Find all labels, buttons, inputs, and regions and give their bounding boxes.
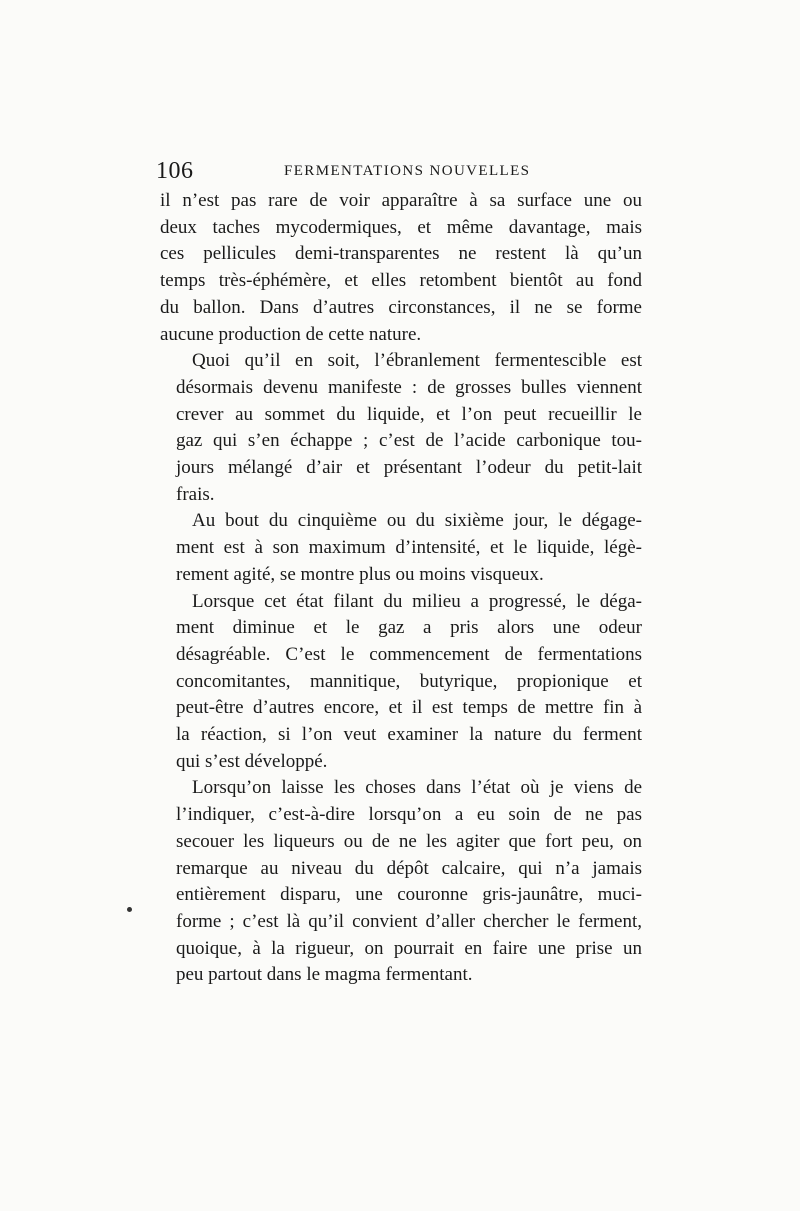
running-title: FERMENTATIONS NOUVELLES [284, 163, 531, 179]
running-head [156, 157, 642, 185]
text-line: la réaction, si l’on veut examiner la nature du ferment [176, 724, 642, 746]
text-line: aucune production de cette nature. [160, 323, 422, 345]
text-line: crever au sommet du liquide, et l’on peut recueillir le [176, 403, 642, 425]
text-line: Au bout du cinquième ou du sixième jour, le dégage- [192, 510, 642, 532]
text-line: du ballon. Dans d’autres circonstances, il ne se forme [160, 296, 642, 318]
text-line: désagréable. C’est le commencement de fermentations [176, 643, 642, 665]
text-line: deux taches mycodermiques, et même davantage, mais [160, 216, 642, 238]
text-line: qui s’est développé. [176, 750, 328, 772]
text-line: Lorsqu’on laisse les choses dans l’état où je viens de [192, 777, 642, 799]
paragraph-4 [160, 589, 642, 776]
paragraph-1 [160, 188, 642, 348]
text-line: remarque au niveau du dépôt calcaire, qui n’a jamais [176, 857, 642, 879]
text-line: peu partout dans le magma fermentant. [176, 964, 473, 986]
text-line: ces pellicules demi-transparentes ne restent là qu’un [160, 243, 642, 265]
text-line: gaz qui s’en échappe ; c’est de l’acide carbonique tou- [176, 430, 642, 452]
text-line: frais. [176, 483, 215, 505]
text-line: quoique, à la rigueur, on pourrait en faire une prise un [176, 937, 642, 959]
text-line: ment est à son maximum d’intensité, et le liquide, légè- [176, 537, 642, 559]
text-line: entièrement disparu, une couronne gris-jaunâtre, muci- [176, 884, 642, 906]
page-number: 106 [156, 158, 194, 184]
paragraph-5 [160, 775, 642, 989]
paragraph-3 [160, 508, 642, 588]
text-line: concomitantes, mannitique, butyrique, propionique et [176, 670, 642, 692]
text-line: secouer les liqueurs ou de ne les agiter que fort peu, on [176, 830, 642, 852]
margin-dot-mark [127, 907, 132, 912]
paragraph-2 [160, 348, 642, 508]
text-line: Lorsque cet état filant du milieu a progressé, le déga- [192, 590, 642, 612]
text-line: désormais devenu manifeste : de grosses bulles viennent [176, 376, 642, 398]
body-text [160, 188, 642, 989]
text-line: il n’est pas rare de voir apparaître à sa surface une ou [160, 190, 642, 211]
text-line: temps très-éphémère, et elles retombent bientôt au fond [160, 270, 642, 292]
text-line: rement agité, se montre plus ou moins visqueux. [176, 563, 544, 585]
text-line: Quoi qu’il en soit, l’ébranlement fermentescible est [192, 350, 642, 372]
text-line: forme ; c’est là qu’il convient d’aller chercher le ferment, [176, 910, 642, 932]
text-line: jours mélangé d’air et présentant l’odeur du petit-lait [176, 457, 642, 479]
text-line: ment diminue et le gaz a pris alors une odeur [176, 617, 642, 639]
text-line: peut-être d’autres encore, et il est temps de mettre fin à [176, 697, 642, 719]
text-line: l’indiquer, c’est-à-dire lorsqu’on a eu soin de ne pas [176, 804, 642, 826]
